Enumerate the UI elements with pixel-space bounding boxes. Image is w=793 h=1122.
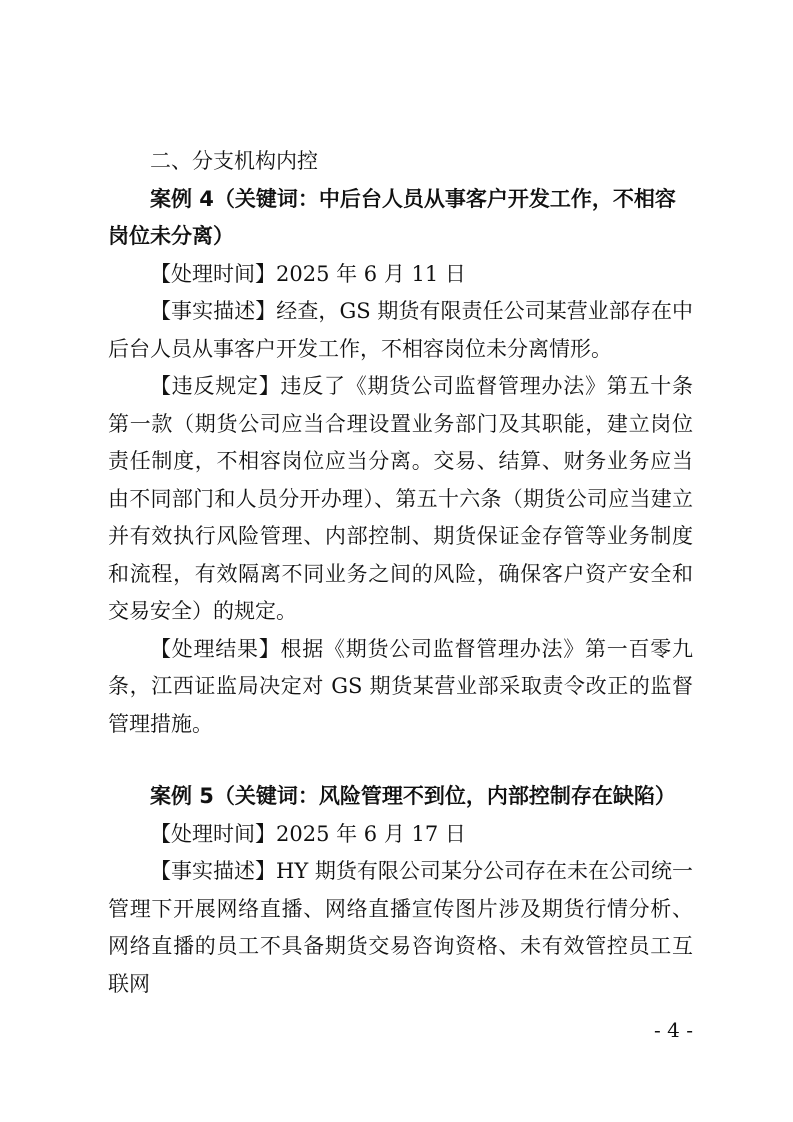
- result-text: 根据《期货公司监督管理办法》第一百零九条，江西证监局决定对 GS 期货某营业部采取责令改正的监督管理措施。: [108, 636, 693, 736]
- case-5-time: [108, 816, 693, 854]
- case-4-result: [108, 631, 693, 744]
- facts-text: 经查，GS 期货有限责任公司某营业部存在中后台人员从事客户开发工作，不相容岗位未分离情形。: [108, 299, 693, 361]
- case-5-facts: [108, 853, 693, 1003]
- case-4-time: [108, 256, 693, 294]
- violation-text: 违反了《期货公司监督管理办法》第五十条第一款（期货公司应当合理设置业务部门及其职能，建立岗位责任制度，不相容岗位应当分离。交易、结算、财务业务应当由不同部门和人员分开办理）、第五十六条（期货公司应当建立并有效执行风险管理、内部控制、期货保证金存管等业务制度和流程，有效隔离不同业务之间的风险，确保客户资产安全和交易安全）的规定。: [108, 374, 693, 623]
- time-label: 【处理时间】: [150, 261, 276, 286]
- result-label: 【处理结果】: [150, 636, 281, 661]
- case-5-title: 案例 5（关键词：风险管理不到位，内部控制存在缺陷）: [150, 784, 676, 808]
- paragraph-gap: [108, 743, 693, 778]
- violation-label: 【违反规定】: [150, 374, 281, 398]
- case-4-title: 案例 4（关键词：中后台人员从事客户开发工作，不相容岗位未分离）: [108, 186, 676, 248]
- time-value: 2025 年 6 月 17 日: [276, 821, 466, 846]
- time-value: 2025 年 6 月 11 日: [276, 261, 466, 286]
- facts-text: HY 期货有限公司某分公司存在未在公司统一管理下开展网络直播、网络直播宣传图片涉及期货行情分析、网络直播的员工不具备期货交易咨询资格、未有效管控员工互联网: [108, 859, 694, 996]
- section-heading: 二、分支机构内控: [150, 149, 318, 173]
- time-label: 【处理时间】: [150, 821, 276, 846]
- facts-label: 【事实描述】: [150, 859, 277, 883]
- case-4-violation: [108, 368, 693, 631]
- facts-label: 【事实描述】: [150, 299, 277, 323]
- document-body: [108, 143, 693, 1003]
- page-number: - 4 -: [654, 1018, 693, 1042]
- case-4-facts: [108, 293, 693, 368]
